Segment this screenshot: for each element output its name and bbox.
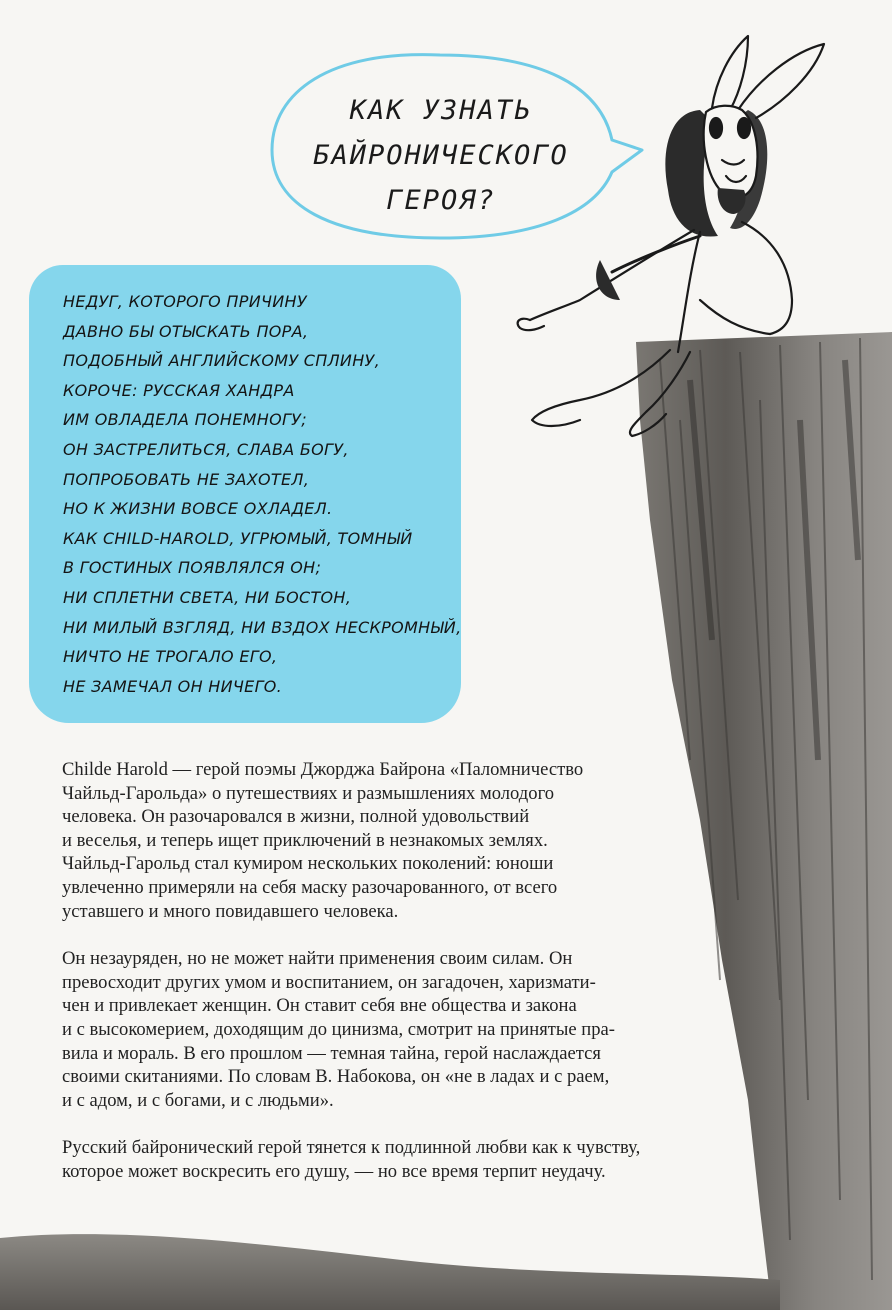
poem-line: ПОПРОБОВАТЬ НЕ ЗАХОТЕЛ, — [63, 469, 310, 489]
poem-line: НИ МИЛЫЙ ВЗГЛЯД, НИ ВЗДОХ НЕСКРОМНЫЙ, — [63, 617, 462, 637]
poem-line: НИ СПЛЕТНИ СВЕТА, НИ БОСТОН, — [63, 587, 352, 607]
text-line: увлеченно примеряли на себя маску разочарованного, от всего — [62, 876, 558, 898]
text-line: Чайльд-Гарольд стал кумиром нескольких поколений: юноши — [62, 853, 554, 875]
text-line: и с высокомерием, доходящим до цинизма, смотрит на принятые пра- — [62, 1018, 615, 1040]
text-line: вила и мораль. В его прошлом — темная тайна, герой наслаждается — [62, 1042, 601, 1064]
text-line: и веселья, и теперь ищет приключений в незнакомых землях. — [62, 829, 548, 851]
ground-strip — [0, 1234, 780, 1310]
text-line: чен и привлекает женщин. Он ставит себя вне общества и закона — [62, 995, 577, 1017]
text-line: Он незауряден, но не может найти применения своим силам. Он — [62, 948, 573, 970]
paragraph-childe-harold — [62, 758, 722, 923]
text-line: и с адом, и с богами, и с людьми». — [62, 1089, 334, 1111]
poem-line: В ГОСТИНЫХ ПОЯВЛЯЛСЯ ОН; — [63, 558, 322, 578]
poem-line: КАК CHILD-HAROLD, УГРЮМЫЙ, ТОМНЫЙ — [63, 528, 413, 548]
poem-line: НЕДУГ, КОТОРОГО ПРИЧИНУ — [63, 292, 307, 311]
poem-line: ДАВНО БЫ ОТЫСКАТЬ ПОРА, — [63, 321, 309, 341]
bubble-line: БАЙРОНИЧЕСКОГО — [313, 140, 569, 171]
poem-line: КОРОЧЕ: РУССКАЯ ХАНДРА — [63, 380, 295, 400]
text-line: человека. Он разочаровался в жизни, полной удовольствий — [62, 806, 530, 828]
text-line: Чайльд-Гарольда» о путешествиях и размышлениях молодого — [62, 782, 555, 804]
text-line: своими скитаниями. По словам В. Набокова, он «не в ладах и с раем, — [62, 1066, 610, 1088]
text-line: превосходит других умом и воспитанием, он загадочен, харизмати- — [62, 971, 596, 993]
poem-line: НЕ ЗАМЕЧАЛ ОН НИЧЕГО. — [63, 676, 283, 696]
paragraph-russian-hero — [62, 1136, 722, 1183]
poem-line: ПОДОБНЫЙ АНГЛИЙСКОМУ СПЛИНУ, — [63, 351, 380, 371]
text-line: которое может воскресить его душу, — но все время терпит неудачу. — [62, 1160, 606, 1182]
poem-line: ОН ЗАСТРЕЛИТЬСЯ, СЛАВА БОГУ, — [63, 439, 349, 459]
bubble-line: КАК УЗНАТЬ — [349, 95, 533, 126]
text-line: Childe Harold — герой поэмы Джорджа Байрона «Паломничество — [62, 759, 584, 780]
text-line: Русский байронический герой тянется к подлинной любви как к чувству, — [62, 1137, 641, 1159]
bubble-line: ГЕРОЯ? — [386, 185, 496, 216]
poem-box — [29, 265, 461, 723]
text-line: уставшего и много повидавшего человека. — [62, 900, 399, 922]
poem-line: НИЧТО НЕ ТРОГАЛО ЕГО, — [63, 647, 278, 667]
poem-line: НО К ЖИЗНИ ВОВСЕ ОХЛАДЕЛ. — [63, 499, 333, 519]
paragraph-hero-traits — [62, 947, 722, 1112]
body-text — [62, 758, 722, 1208]
speech-bubble-text — [296, 88, 586, 223]
poem-line: ИМ ОВЛАДЕЛА ПОНЕМНОГУ; — [63, 410, 307, 430]
